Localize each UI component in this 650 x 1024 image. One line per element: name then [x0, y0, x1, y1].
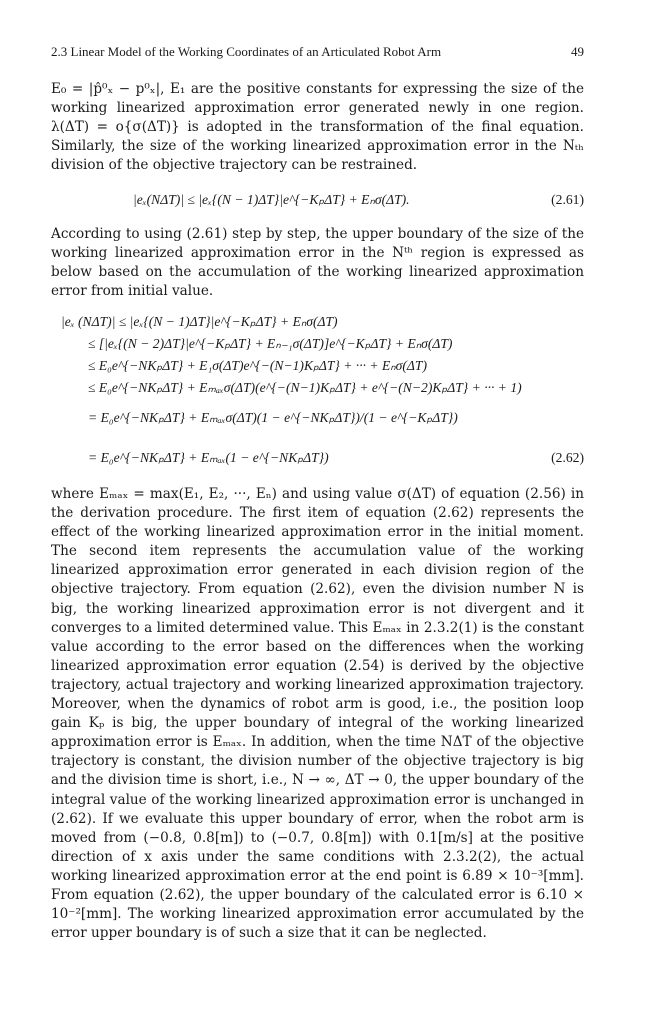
- equation-2-62-line-4: ≤ E₀e^{−NKₚΔT} + Eₘₐₓσ(ΔT)(e^{−(N−1)KₚΔT} + e^{−(N−2)KₚΔT} + ··· + 1): [88, 380, 522, 395]
- paragraph-3: where Eₘₐₓ = max(E₁, E₂, ···, Eₙ) and using value σ(ΔT) of equation (2.56) in the derivation procedure. The first item of equation (2.62) represents the effect of the working linearized approximation error in the initial moment. The second item represents the accumulation value of the working linearized approximation error generated in each division region of the objective trajectory. From equation (2.62), even the division number N is big, the working linearized approximation error is not divergent and it converges to a limited determined value. This Eₘₐₓ in 2.3.2(1) is the constant value according to the error based on the differences when the working linearized approximation error equation (2.54) is derived by the objective trajectory, actual trajectory and working linearized approximation trajectory. Moreover, when the dynamics of robot arm is good, i.e., the position loop gain Kₚ is big, the upper boundary of integral of the working linearized approximation error is Eₘₐₓ. In addition, when the time NΔT of the objective trajectory is constant, the division number of the objective trajectory is big and the division time is short, i.e., N → ∞, ΔT → 0, the upper boundary of the integral value of the working linearized approximation error is unchanged in (2.62). If we evaluate this upper boundary of error, when the robot arm is moved from (−0.8, 0.8[m]) to (−0.7, 0.8[m]) with 0.1[m/s] at the positive direction of x axis under the same conditions with 2.3.2(2), the actual working linearized approximation error at the end point is 6.89 × 10⁻³[mm]. From equation (2.62), the upper boundary of the calculated error is 6.10 × 10⁻²[mm]. The working linearized approximation error accumulated by the error upper boundary is of such a size that it can be neglected.: [51, 486, 584, 942]
- equation-2-62-line-6: = E₀e^{−NKₚΔT} + Eₘₐₓ(1 − e^{−NKₚΔT}): [88, 450, 329, 465]
- equation-2-62-number: (2.62): [551, 450, 584, 465]
- equation-2-61-number: (2.61): [551, 192, 584, 207]
- paragraph-1: E₀ = |p̂⁰ₓ − p⁰ₓ|, E₁ are the positive constants for expressing the size of the working linearized approximation error generated newly in one region. λ(ΔT) = o{σ(ΔT)} is adopted in the transformation of the final equation. Similarly, the size of the working linearized approximation error in the Nₜₕ division of the objective trajectory can be restrained.: [51, 81, 584, 174]
- equation-2-61-body: |eₓ(NΔT)| ≤ |eₓ{(N − 1)ΔT}|e^{−KₚΔT} + Eₙσ(ΔT).: [133, 192, 410, 207]
- page-number: 49: [571, 44, 584, 59]
- equation-2-61: [51, 192, 584, 212]
- equation-2-62-line-1: |eₓ (NΔT)| ≤ |eₓ{(N − 1)ΔT}|e^{−KₚΔT} + Eₙσ(ΔT): [61, 314, 338, 329]
- running-header: [51, 44, 584, 64]
- equation-2-62-line-5: = E₀e^{−NKₚΔT} + Eₘₐₓσ(ΔT)(1 − e^{−NKₚΔT})/(1 − e^{−KₚΔT}): [88, 410, 458, 425]
- equation-2-62: [51, 314, 584, 474]
- section-title: 2.3 Linear Model of the Working Coordinates of an Articulated Robot Arm: [51, 44, 442, 59]
- paragraph-2: According to using (2.61) step by step, the upper boundary of the size of the working linearized approximation error in the Nᵗʰ region is expressed as below based on the accumulation of the working linearized approximation error from initial value.: [51, 226, 584, 300]
- equation-2-62-line-2: ≤ [|eₓ{(N − 2)ΔT}|e^{−KₚΔT} + Eₙ₋₁σ(ΔT)]e^{−KₚΔT} + Eₙσ(ΔT): [88, 336, 453, 351]
- equation-2-62-line-3: ≤ E₀e^{−NKₚΔT} + E₁σ(ΔT)e^{−(N−1)KₚΔT} + ··· + Eₙσ(ΔT): [88, 358, 427, 373]
